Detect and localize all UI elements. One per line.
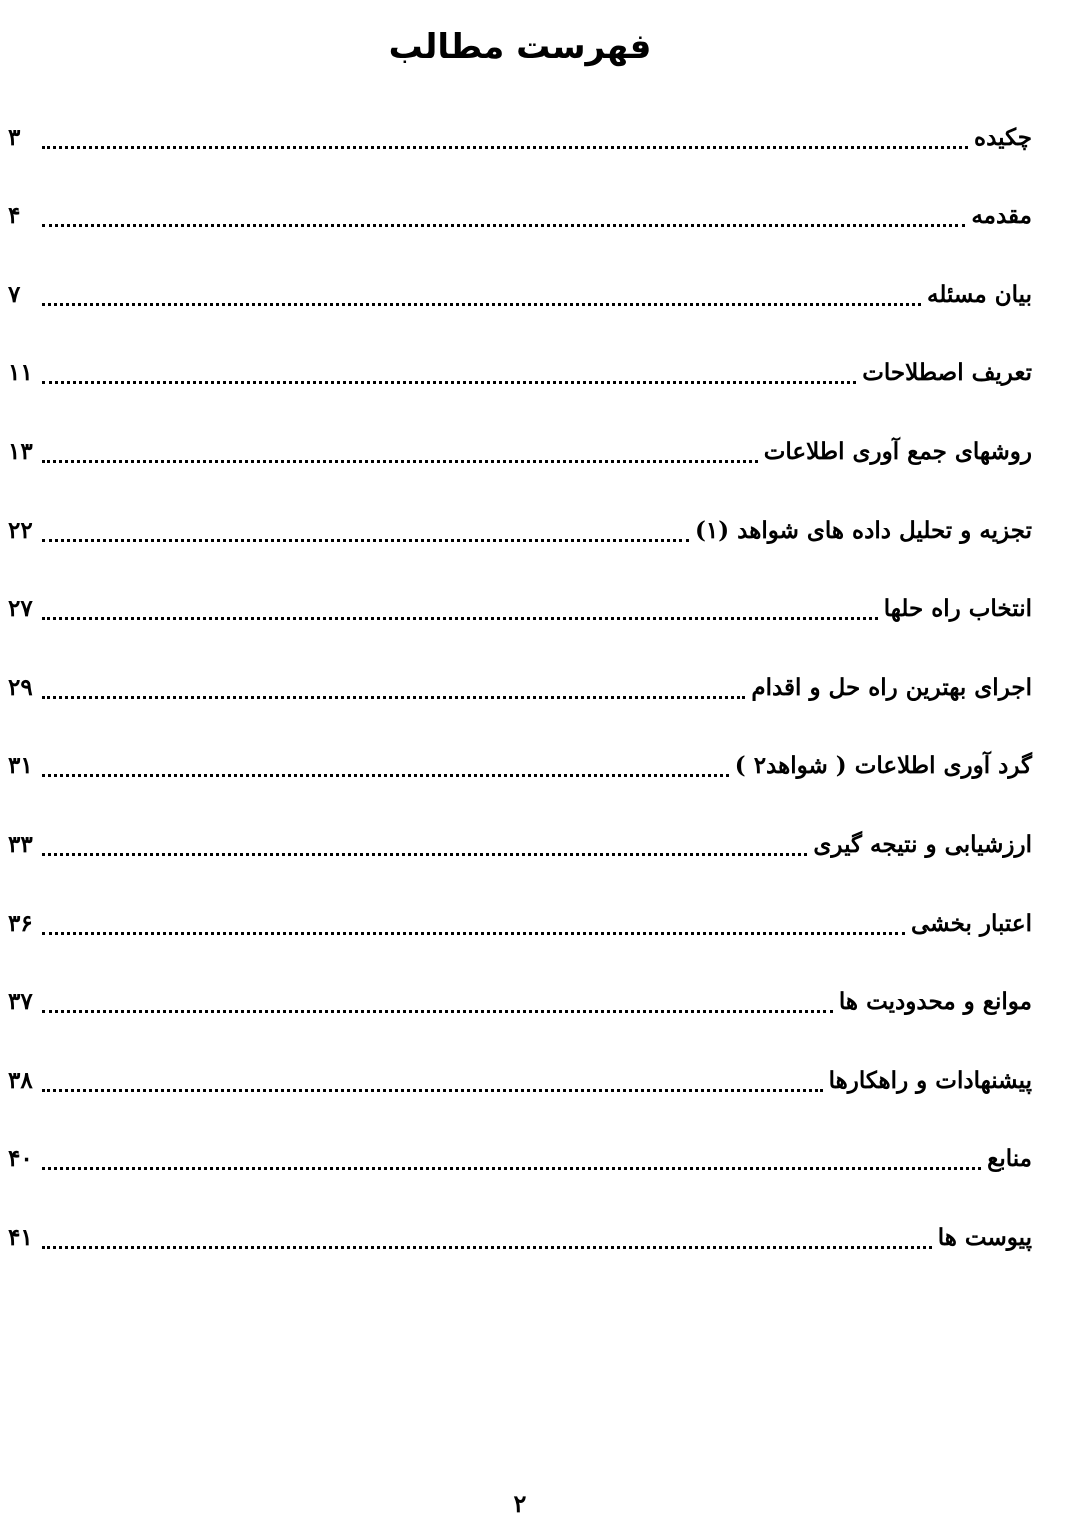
- toc-entry-page: ۲۲: [8, 516, 33, 544]
- toc-entry-page: ۷: [8, 280, 21, 308]
- toc-entry-page: ۴۱: [8, 1223, 33, 1251]
- dot-leader: [42, 539, 689, 542]
- toc-entry[interactable]: [8, 947, 1032, 1026]
- toc-entry-page: ۱۱: [8, 359, 33, 387]
- toc-entry[interactable]: [8, 711, 1032, 790]
- toc-entry[interactable]: [8, 161, 1032, 240]
- dot-leader: [42, 1089, 823, 1092]
- toc-entry[interactable]: [8, 318, 1032, 397]
- toc-entry-label: مقدمه: [971, 202, 1032, 230]
- toc-entry-page: ۳۶: [8, 909, 33, 937]
- dot-leader: [42, 617, 878, 620]
- toc-entry-page: ۱۳: [8, 437, 33, 465]
- dot-leader: [42, 146, 968, 149]
- toc-entry-label: اعتبار بخشی: [910, 909, 1032, 937]
- toc-entry-page: ۳: [8, 123, 21, 151]
- toc-entry[interactable]: [8, 632, 1032, 711]
- dot-leader: [42, 1167, 981, 1170]
- toc-entry-label: پیوست ها: [937, 1223, 1032, 1251]
- toc-entry-page: ۲۷: [8, 595, 33, 623]
- toc-entry-label: موانع و محدودیت ها: [838, 988, 1032, 1016]
- table-of-contents: [8, 82, 1032, 1261]
- toc-entry[interactable]: [8, 1182, 1032, 1261]
- toc-entry[interactable]: [8, 396, 1032, 475]
- dot-leader: [42, 1246, 932, 1249]
- toc-entry-label: چکیده: [974, 123, 1032, 151]
- toc-entry-page: ۳۳: [8, 830, 33, 858]
- toc-entry-page: ۳۱: [8, 752, 33, 780]
- toc-entry[interactable]: [8, 1104, 1032, 1183]
- toc-entry-label: انتخاب راه حلها: [883, 595, 1032, 623]
- toc-entry-label: گرد آوری اطلاعات ( شواهد۲ ): [734, 752, 1032, 780]
- toc-entry[interactable]: [8, 82, 1032, 161]
- dot-leader: [42, 774, 729, 777]
- toc-entry-label: تعریف اصطلاحات: [862, 359, 1032, 387]
- toc-entry[interactable]: [8, 868, 1032, 947]
- dot-leader: [42, 696, 745, 699]
- toc-entry[interactable]: [8, 475, 1032, 554]
- toc-entry-page: ۴۰: [8, 1145, 33, 1173]
- toc-entry-label: روشهای جمع آوری اطلاعات: [763, 437, 1032, 465]
- dot-leader: [42, 932, 905, 935]
- toc-entry-label: اجرای بهترین راه حل و اقدام: [751, 673, 1032, 701]
- toc-entry-label: ارزشیابی و نتیجه گیری: [813, 830, 1032, 858]
- toc-entry-label: تجزیه و تحلیل داده های شواهد (۱): [695, 516, 1032, 544]
- dot-leader: [42, 381, 856, 384]
- toc-entry[interactable]: [8, 239, 1032, 318]
- toc-entry-label: منابع: [987, 1145, 1032, 1173]
- toc-entry-page: ۴: [8, 202, 21, 230]
- toc-entry[interactable]: [8, 1025, 1032, 1104]
- toc-entry[interactable]: [8, 789, 1032, 868]
- dot-leader: [42, 224, 965, 227]
- page-number: ۲: [513, 1489, 527, 1518]
- toc-entry-label: بیان مسئله: [927, 280, 1032, 308]
- toc-entry-label: پیشنهادات و راهکارها: [828, 1066, 1032, 1094]
- toc-entry[interactable]: [8, 554, 1032, 633]
- page-title: فهرست مطالب: [388, 27, 652, 67]
- toc-entry-page: ۲۹: [8, 673, 33, 701]
- toc-entry-page: ۳۷: [8, 988, 33, 1016]
- toc-entry-page: ۳۸: [8, 1066, 33, 1094]
- dot-leader: [42, 1010, 833, 1013]
- dot-leader: [42, 460, 758, 463]
- dot-leader: [42, 853, 807, 856]
- dot-leader: [42, 303, 921, 306]
